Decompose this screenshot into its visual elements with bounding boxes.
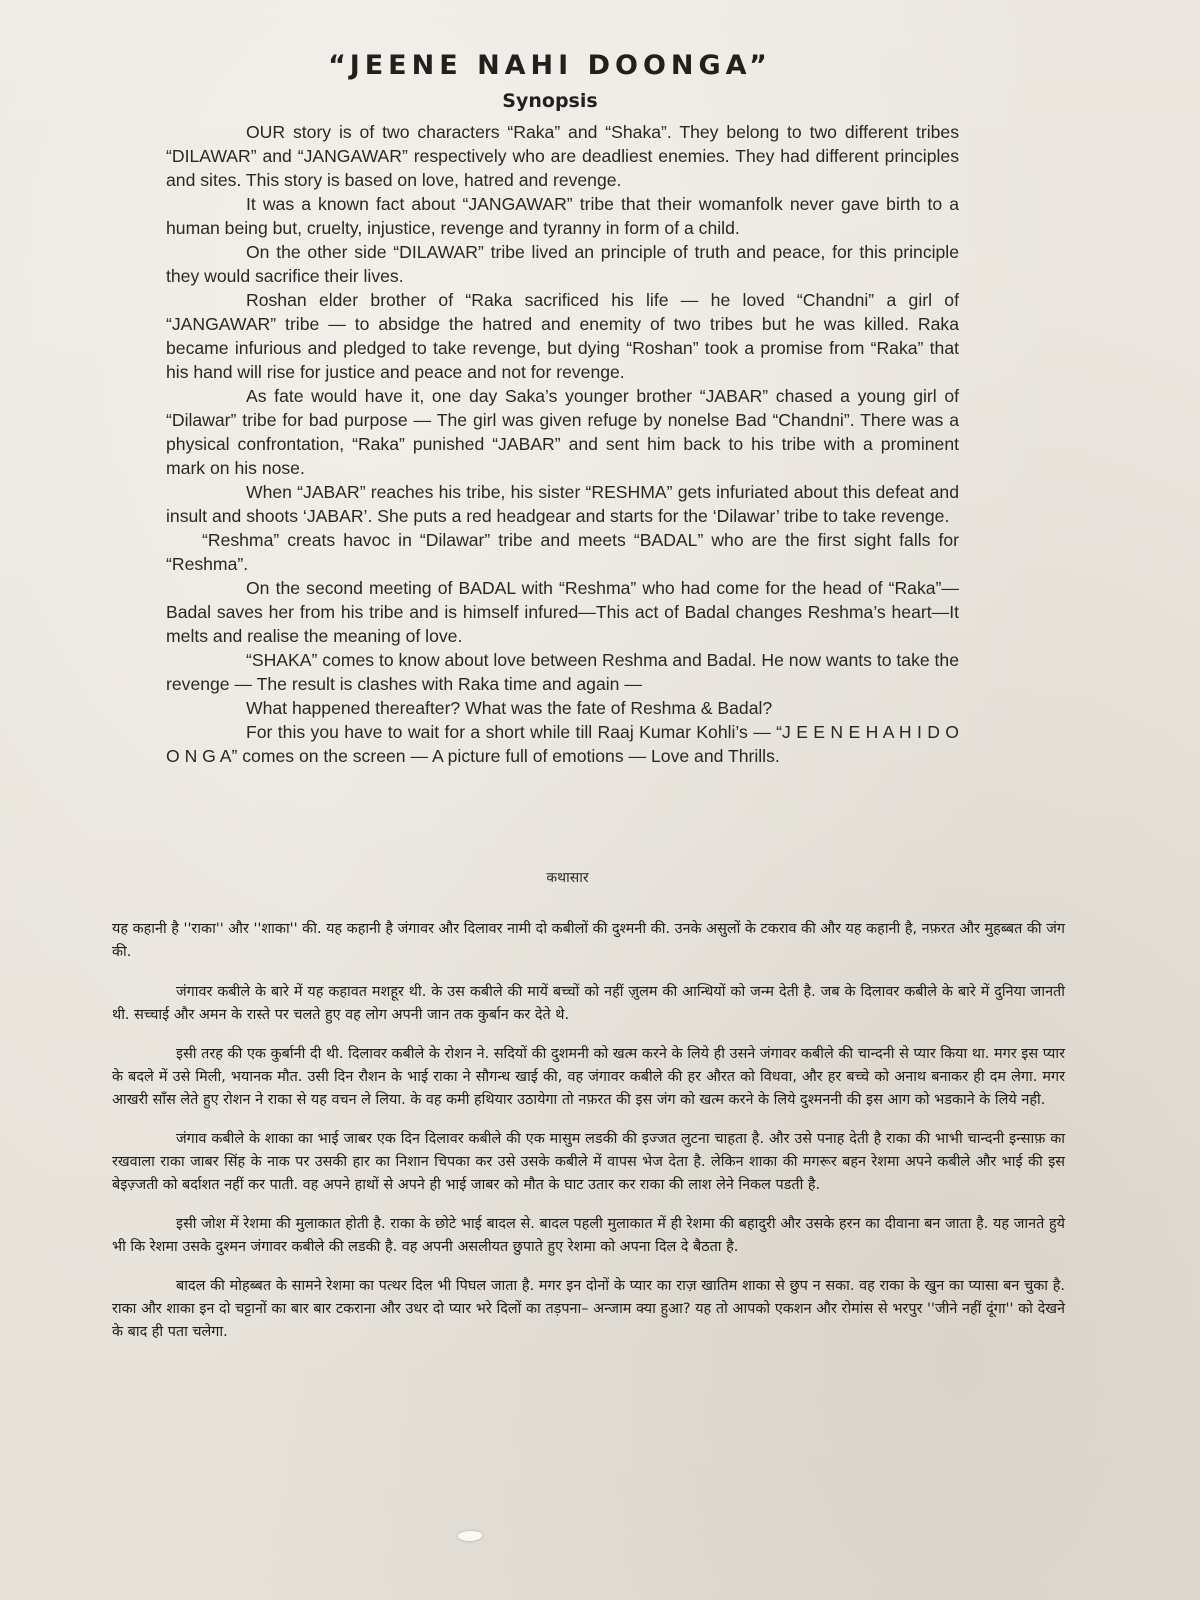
english-synopsis [166, 120, 959, 768]
english-paragraph: It was a known fact about “JANGAWAR” tribe that their womanfolk never gave birth to a human being but, cruelty, injustice, revenge and tyranny in form of a child. [166, 194, 959, 238]
english-paragraph: On the second meeting of BADAL with “Reshma” who had come for the head of “Raka”—Badal saves her from his tribe and is himself infured—This act of Badal changes Reshma’s heart—It melts and realise the meaning of love. [166, 578, 959, 646]
english-paragraph: On the other side “DILAWAR” tribe lived an principle of truth and peace, for this principle they would sacrifice their lives. [166, 242, 959, 286]
document-title: “JEENE NAHI DOONGA” [328, 50, 772, 81]
english-paragraph: Roshan elder brother of “Raka sacrificed his life — he loved “Chandni” a girl of “JANGAWAR” tribe — to absidge the hatred and enemity of two tribes but he was killed. Raka became infurious and pledged to take revenge, but dying “Roshan” took a promise from “Raka” that his hand will rise for justice and peace and not for revenge. [166, 290, 959, 382]
english-paragraph: “SHAKA” comes to know about love between Reshma and Badal. He now wants to take the revenge — The result is clashes with Raka time and again — [166, 650, 959, 694]
hindi-paragraph: इसी तरह की एक कुर्बानी दी थी. दिलावर कबीले के रोशन ने. सदियों की दुशमनी को खत्म करने के लिये ही उसने जंगावर कबीले की चान्दनी से प्यार किया था. मगर इस प्यार के बदले में उसे मिली, भयानक मौत. उसी दिन रौशन के भाई राका ने सौगन्ध खाई की, वह जंगावर कबीले की हर औरत को विधवा, और हर बच्चे को अनाथ बनाकर ही दम लेगा. मगर आखरी साँस लेते हुए रोशन ने राका से यह वचन ले लिया. के वह कमी हथियार उठायेगा तो नफ़रत की इस जंग को खत्म करने के लिये दुश्मननी की इस आग को भडकाने के लिये नही. [112, 1046, 1065, 1108]
english-paragraph: What happened thereafter? What was the fate of Reshma & Badal? [246, 698, 773, 718]
hindi-heading: कथासार [546, 870, 589, 886]
english-paragraph: “Reshma” creats havoc in “Dilawar” tribe and meets “BADAL” who are the first sight falls for “Reshma”. [166, 530, 959, 574]
english-paragraph: For this you have to wait for a short while till Raaj Kumar Kohli’s — “J E E N E H A H I D O O N G A” comes on the screen — A picture full of emotions — Love and Thrills. [166, 722, 959, 766]
english-paragraph: As fate would have it, one day Saka’s younger brother “JABAR” chased a young girl of “Dilawar” tribe for bad purpose — The girl was given refuge by nonelse Bad “Chandni”. There was a physical confrontation, “Raka” punished “JABAR” and sent him back to his tribe with a prominent mark on his nose. [166, 386, 959, 478]
hindi-synopsis [112, 918, 1065, 1360]
paper-tear-mark [458, 1531, 482, 1541]
document-subtitle: Synopsis [502, 90, 598, 112]
hindi-paragraph: जंगावर कबीले के बारे में यह कहावत मशहूर थी. के उस कबीले की मायें बच्चों को नहीं ज़ुलम की आन्धियों को जन्म देती है. जब के दिलावर कबीले के बारे में दुनिया जानती थी. सच्चाई और अमन के रास्ते पर चलते हुए वह लोग अपनी जान तक कुर्बान कर देते थे. [112, 984, 1065, 1023]
english-paragraph: OUR story is of two characters “Raka” and “Shaka”. They belong to two different tribes “DILAWAR” and “JANGAWAR” respectively who are deadliest enemies. They had different principles and sites. This story is based on love, hatred and revenge. [166, 122, 959, 190]
hindi-paragraph: इसी जोश में रेशमा की मुलाकात होती है. राका के छोटे भाई बादल से. बादल पहली मुलाकात में ही रेशमा की बहादुरी और उसके हरन का दीवाना बन जाता है. यह जानते हुये भी कि रेशमा उसके दुश्मन जंगावर कबीले की लडकी है. वह अपनी असलीयत छुपाते हुए रेशमा को अपना दिल दे बैठता है. [112, 1216, 1065, 1255]
hindi-paragraph: बादल की मोहब्बत के सामने रेशमा का पत्थर दिल भी पिघल जाता है. मगर इन दोनों के प्यार का राज़ खातिम शाका से छुप न सका. वह राका के खुन का प्यासा बन चुका है. राका और शाका इन दो चट्टानों का बार बार टकराना और उधर दो प्यार भरे दिलों का तड़पना– अन्जाम क्या हुआ? यह तो आपको एकशन और रोमांस से भरपुर ''जीने नहीं दूंगा'' को देखने के बाद ही पता चलेगा. [112, 1278, 1065, 1340]
hindi-paragraph: जंगाव कबीले के शाका का भाई जाबर एक दिन दिलावर कबीले की एक मासुम लडकी की इज्जत लुटना चाहता है. और उसे पनाह देती है राका की भाभी चान्दनी इन्साफ़ का रखवाला राका जाबर सिंह के नाक पर उसकी हार का निशान चिपका कर उसे उसके कबीले में वापस भेज देता है. लेकिन शाका की मगरूर बहन रेशमा अपने कबीले और भाई की इस बेइज़्जती को बर्दाशत नहीं कर पाती. वह अपने हाथों से अपने ही भाई जाबर को मौत के घाट उतार कर राका की लाश लेने निकल पडती है. [112, 1131, 1065, 1193]
english-paragraph: When “JABAR” reaches his tribe, his sister “RESHMA” gets infuriated about this defeat and insult and shoots ‘JABAR’. She puts a red headgear and starts for the ‘Dilawar’ tribe to take revenge. [166, 482, 959, 526]
hindi-paragraph: यह कहानी है ''राका'' और ''शाका'' की. यह कहानी है जंगावर और दिलावर नामी दो कबीलों की दुश्मनी की. उनके असुलों के टकराव की और यह कहानी है, नफ़रत और मुहब्बत की जंग की. [112, 921, 1065, 960]
